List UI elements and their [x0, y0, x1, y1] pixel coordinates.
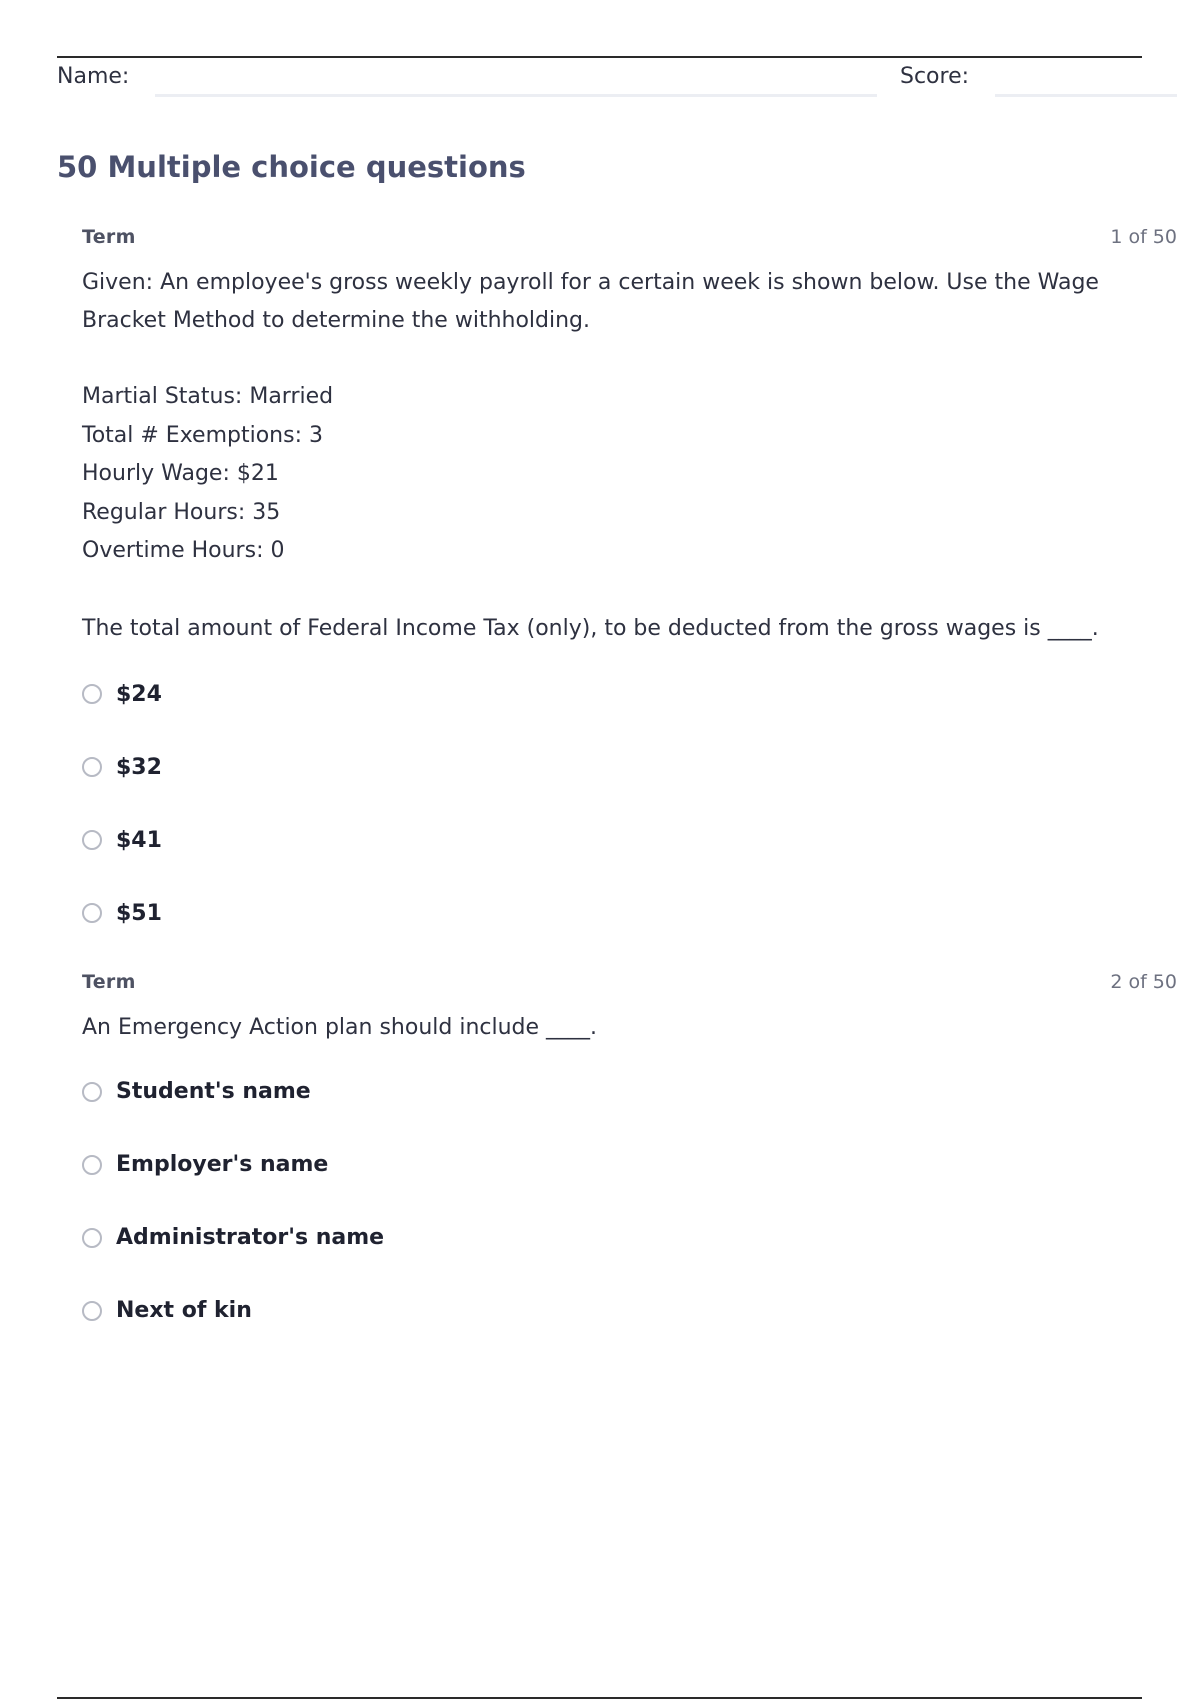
radio-button[interactable]: [82, 757, 102, 777]
radio-button[interactable]: [82, 1301, 102, 1321]
top-divider: [57, 56, 1142, 58]
answer-label: $51: [116, 900, 162, 926]
answer-options: [82, 1062, 1177, 1354]
question-counter: 1 of 50: [1110, 226, 1177, 248]
question-counter: 2 of 50: [1110, 971, 1177, 993]
answer-option[interactable]: [82, 738, 1177, 811]
answer-option[interactable]: [82, 665, 1177, 738]
radio-button[interactable]: [82, 830, 102, 850]
detail-marital-status: Martial Status: Married: [82, 384, 334, 409]
answer-option[interactable]: [82, 1208, 1177, 1281]
score-field[interactable]: [995, 94, 1177, 97]
detail-exemptions: Total # Exemptions: 3: [82, 422, 323, 448]
answer-option[interactable]: [82, 1062, 1177, 1135]
answer-label: $24: [116, 681, 162, 707]
answer-label: $32: [116, 754, 162, 780]
question-1: [82, 226, 1177, 957]
term-label: Term: [82, 226, 136, 248]
answer-option[interactable]: [82, 1135, 1177, 1208]
question-header: [82, 971, 1177, 997]
answer-option[interactable]: [82, 811, 1177, 884]
question-intro: Given: An employee's gross weekly payroll for a certain week is shown below. Use the Wage Bracket Method to determine the withholding.: [82, 270, 1099, 333]
radio-button[interactable]: [82, 684, 102, 704]
answer-option[interactable]: [82, 1281, 1177, 1354]
detail-overtime-hours: Overtime Hours: 0: [82, 538, 285, 563]
page-title: 50 Multiple choice questions: [57, 150, 526, 184]
term-label: Term: [82, 971, 136, 993]
radio-button[interactable]: [82, 903, 102, 923]
name-field[interactable]: [155, 94, 877, 97]
detail-hourly-wage: Hourly Wage: $21: [82, 461, 279, 486]
radio-button[interactable]: [82, 1228, 102, 1248]
answer-option[interactable]: [82, 884, 1177, 957]
answer-label: Employer's name: [116, 1152, 329, 1177]
question-text: The total amount of Federal Income Tax (only), to be deducted from the gross wages is ____.: [82, 615, 1099, 641]
radio-button[interactable]: [82, 1155, 102, 1175]
radio-button[interactable]: [82, 1082, 102, 1102]
score-label: Score:: [900, 64, 970, 89]
answer-label: Next of kin: [116, 1298, 252, 1323]
question-details: [82, 378, 1177, 571]
answer-label: $41: [116, 827, 162, 853]
question-header: [82, 226, 1177, 252]
detail-regular-hours: Regular Hours: 35: [82, 499, 281, 525]
answer-label: Student's name: [116, 1079, 311, 1104]
name-label: Name:: [57, 64, 130, 89]
question-text: An Emergency Action plan should include ____.: [82, 1015, 598, 1040]
question-2: [82, 971, 1177, 1354]
answer-options: [82, 665, 1177, 957]
answer-label: Administrator's name: [116, 1225, 385, 1250]
bottom-divider: [57, 1697, 1142, 1699]
